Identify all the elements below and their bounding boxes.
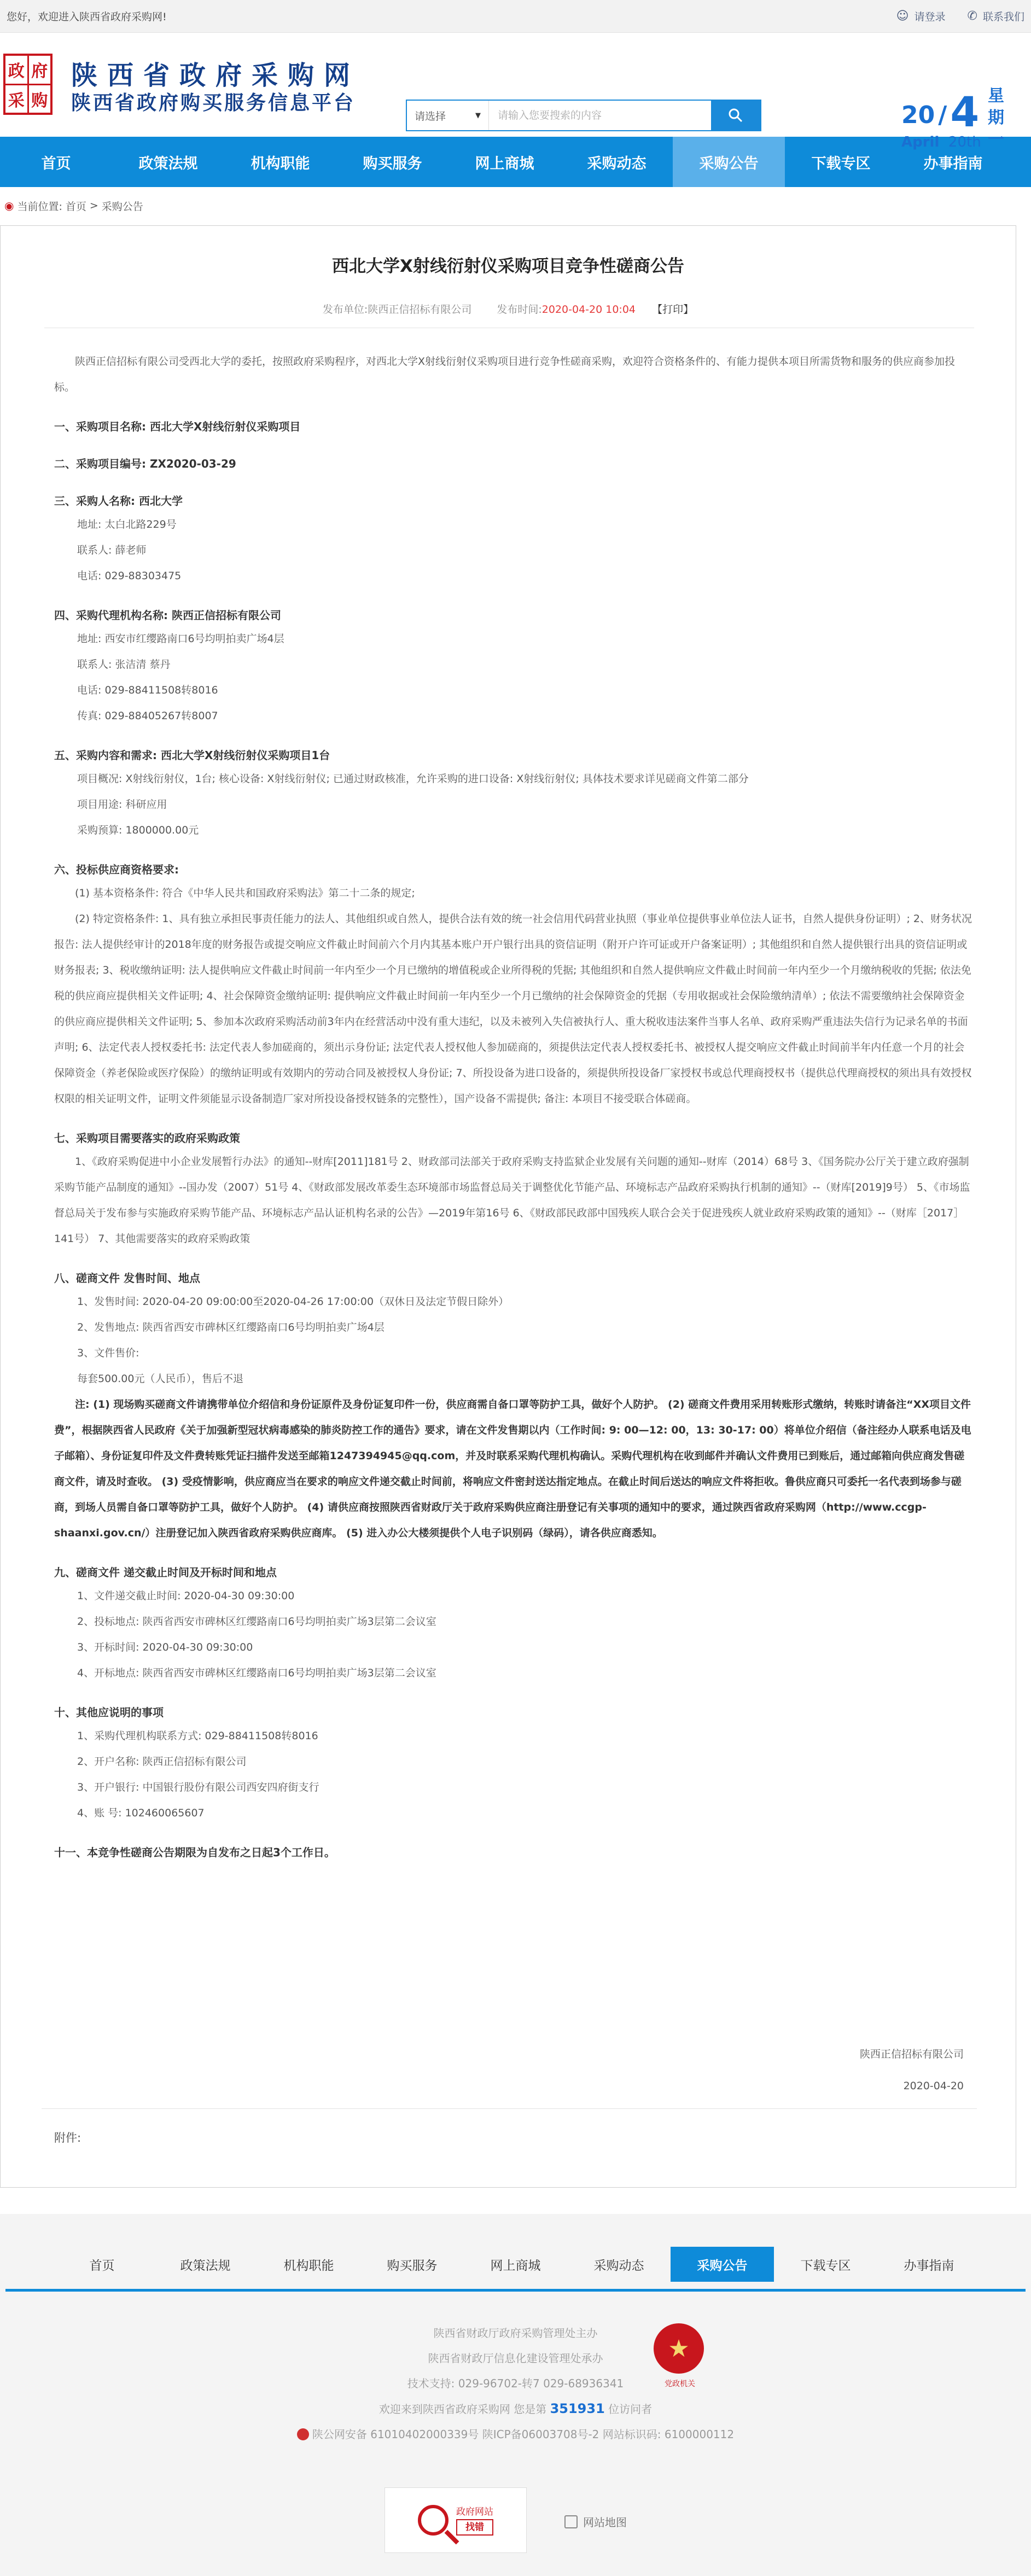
site-logo[interactable]: 政 府 采 购 (3, 54, 53, 115)
section-heading: 八、磋商文件 发售时间、地点 (54, 1272, 200, 1285)
site-title: 陕西省政府采购网 陕西省政府购买服务信息平台 (71, 60, 360, 114)
footer-divider (5, 2289, 1026, 2292)
nav-item[interactable]: 采购公告 (673, 137, 785, 187)
article-meta: 发布单位:陕西正信招标有限公司 发布时间:2020-04-20 10:04 【打印】 (322, 304, 694, 316)
search-bar (406, 100, 761, 131)
footer-nav (0, 2247, 1031, 2282)
search-button[interactable] (711, 101, 760, 130)
footer-nav-item[interactable]: 购买服务 (387, 2258, 438, 2273)
signature-date: 2020-04-20 (903, 2080, 964, 2092)
login-link[interactable]: ☺ 请登录 (896, 9, 946, 23)
article-title: 西北大学X射线衍射仪采购项目竞争性磋商公告 (332, 257, 684, 276)
visitor-counter: 欢迎来到陕西省政府采购网 您是第 351931 位访问者 (378, 2401, 653, 2416)
section-heading: 六、投标供应商资格要求: (54, 863, 179, 876)
divider (42, 2108, 977, 2109)
attachment-label: 附件: (54, 2131, 81, 2144)
sitemap-link[interactable]: 网站地图 (564, 2514, 627, 2530)
footer-nav-item[interactable]: 采购公告 (671, 2247, 774, 2282)
nav-item[interactable]: 机构职能 (251, 155, 310, 172)
search-type-select[interactable]: 请选择 ▼ (407, 101, 489, 130)
footer-nav-item[interactable]: 办事指南 (904, 2258, 954, 2273)
top-links (896, 9, 1024, 24)
date-display: 20 /4 April 20th (901, 88, 981, 150)
nav-item[interactable]: 下载专区 (811, 155, 871, 172)
footer-nav-item[interactable]: 政策法规 (180, 2258, 231, 2273)
footer-nav-item[interactable]: 网上商城 (490, 2258, 541, 2273)
section-heading: 一、采购项目名称: 西北大学X射线衍射仪采购项目 (54, 420, 301, 433)
breadcrumb: ◉ 当前位置: 首页 > 采购公告 (4, 199, 143, 213)
site-header (0, 33, 1031, 150)
article-body: 陕西正信招标有限公司受西北大学的委托，按照政府采购程序，对西北大学X射线衍射仪采购项目进行竞争性磋商采购，欢迎符合资格条件的、有能力提供本项目所需货物和服务的供应商参加投标。 一、采购项目名称: 西北大学X射线衍射仪采购项目 二、采购项目编号: ZX2020-03-29 三、采购人名称: 西北大学 地址: 太白北路229号 联系人: 薛老师 电话: 029-88303475 四、采购代理机构名称: 陕西正信招标有限公司 地址: 西安市红缨路南口6号均明拍卖广场4层 联系人: 张洁清 蔡丹 电话: 029-88411508转8016 传真: 029-88405267转8007 五、采购内容和需求: 西北大学X射线衍射仪采购项目1台 项目概况: X射线衍射仪，1台; 核心设备: X射线衍射仪; 已通过财政核准，允许采购的进口设备: X射线衍射仪; 具体技术要求详见磋商文件第二部分 项目用途: 科研应用 采购预算: 1800000.00元 六、投标供应商资格要求: (1) 基本资格条件: 符合《中华人民共和国政府采购法》第二十二条的规定; (2) 特定资格条件: 1、具有独立承担民事责任能力的法人、其他组织或自然人，提供合法有效的统一社会信用代码营业执照（事业单位提供事业单位法人证书，自然人提供身份证明）; 2、财务状况报告: 法人提供经审计的2018年度的财务报告或提交响应文件截止时间前六个月内其基本账户开户银行出具的资信证明（附开户许可证或开户备案证明）; 其他组织和自然人提供银行出具的资信证明或财务报表; 3、税收缴纳证明: 法人提供响应文件截止时间前一年内至少一个月已缴纳的增值税或企业所得税的凭据; 其他组织和自然人提供响应文件截止时间前一年内至少一个月缴纳税收的凭据; 依法免税的供应商应提供相关文件证明; 4、社会保障资金缴纳证明: 提供响应文件截止时间前一年内至少一个月已缴纳的社会保障资金的凭据（专用收据或社会保险缴纳清单）; 依法不需要缴纳社会保障资金的供应商应提供相关文件证明; 5、参加本次政府采购活动前3年内在经营活动中没有重大违纪，以及未被列入失信被执行人、重大税收违法案件当事人名单、政府采购严重违法失信行为记录名单的书面声明; 6、法定代表人授权委托书: 法定代表人参加磋商的，须出示身份证; 法定代表人授权他人参加磋商的，须提供法定代表人授权委托书、被授权人提交响应文件截止时间前半年内任意一个月的社会保障资金（养老保险或医疗保险）的缴纳证明或有效期内的劳动合同及被授权人身份证; 7、所投设备为进口设备的，须提供所投设备厂家授权书或总代理商授权书（提供总代理商授权的须出具有效授权权限的相关证明文件，证明文件须能显示设备制造厂家对所投设备授权链条的完整性），国产设备不需提供; 备注: 本项目不接受联合体磋商。 七、采购项目需要落实的政府采购政策 1、《政府采购促进中小企业发展暂行办法》的通知--财库[2011]181号 2、财政部司法部关于政府采购支持监狱企业发展有关问题的通知--财库（2014）68号 3、《国务院办公厅关于建立政府强制采购节能产品制度的通知》--国办发（2007）51号 4、《财政部发展改革委生态环境部市场监督总局关于调整优化节能产品、环境标志产品政府采购执行机制的通知》--（财库[2019]9号） 5、《市场监督总局关于发布参与实施政府采购节能产品、环境标志产品认证机构名录的公告》—2019年第16号 6、《财政部民政部中国残疾人联合会关于促进残疾人就业政府采购政策的通知》--（财库［2017］141号） 7、其他需要落实的政府采购政策 八、磋商文件 发售时间、地点 1、发售时间: 2020-04-20 09:00:00至2020-04-26 17:00:00（双休日及法定节假日除外） 2、发售地点: 陕西省西安市碑林区红缨路南口6号均明拍卖广场4层 3、文件售价: 每套500.00元（人民币），售后不退 注: (1) 现场购买磋商文件请携带单位介绍信和身份证原件及身份证复印件一份，供应商需自备口罩等防护工具，做好个人防护。 (2) 磋商文件费用采用转账形式缴纳，转账时请备注“XX项目文件费”，根据陕西省人民政府《关于加强新型冠状病毒感染的肺炎防控工作的通告》要求，请在文件发售期以内（工作时间: 9: 00—12: 00，13: 30-17: 00）将单位介绍信（备注经办人联系电话及电子邮箱）、身份证复印件及文件费转账凭证扫描件发送至邮箱1247394945@qq.com，并及时联系采购代理机构确认。采购代理机构在收到邮件并确认文件费用已到账后，通过邮箱向供应商发售磋商文件，请及时查收。 (3) 受疫情影响，供应商应当在要求的响应文件递交截止时间前，将响应文件密封送达指定地点。在截止时间后送达的响应文件将拒收。鲁供应商只可委托一名代表到场参与磋商，到场人员需自备口罩等防护工具，做好个人防护。 (4) 请供应商按照陕西省财政厅关于政府采购供应商注册登记有关事项的通知中的要求，通过陕西省政府采购网（http://www.ccgp-shaanxi.gov.cn/）注册登记加入陕西省政府采购供应商库。 (5) 进入办公大楼须提供个人电子识别码（绿码），请各供应商悉知。 九、磋商文件 递交截止时间及开标时间和地点 1、文件递交截止时间: 2020-04-30 09:30:00 2、投标地点: 陕西省西安市碑林区红缨路南口6号均明拍卖广场3层第二会议室 3、开标时间: 2020-04-30 09:30:00 4、开标地点: 陕西省西安市碑林区红缨路南口6号均明拍卖广场3层第二会议室 十、其他应说明的事项 1、采购代理机构联系方式: 029-88411508转8016 2、开户名称: 陕西正信招标有限公司 3、开户银行: 中国银行股份有限公司西安四府街支行 4、账 号: 102460065607 十一、本竞争性磋商公告期限为自发布之日起3个工作日。 (54, 349, 973, 1863)
party-gov-badge-icon[interactable]: ★ (654, 2323, 704, 2374)
record-numbers: 陕公网安备 61010402000339号 陕ICP备06003708号-2 网站标识码: 6100000112 (0, 2422, 1031, 2447)
nav-item[interactable]: 办事指南 (923, 155, 983, 172)
section-heading: 三、采购人名称: 西北大学 (54, 494, 183, 508)
tech-support: 技术支持: 029-96702-转7 029-68936341 (407, 2377, 624, 2390)
site-footer (0, 2214, 1031, 2576)
nav-item[interactable]: 首页 (41, 155, 71, 172)
footer-nav-item[interactable]: 机构职能 (283, 2258, 334, 2273)
breadcrumb-current[interactable]: 采购公告 (101, 200, 143, 213)
top-utility-bar (0, 0, 1031, 33)
chevron-down-icon: ▼ (475, 111, 481, 120)
section-heading: 九、磋商文件 递交截止时间及开标时间和地点 (54, 1566, 277, 1579)
contact-link[interactable]: ✆ 联系我们 (967, 9, 1024, 23)
breadcrumb-home[interactable]: 首页 (65, 200, 86, 213)
police-badge-icon (297, 2428, 309, 2440)
weekday-display: 星 期 一 (988, 86, 1004, 149)
footer-nav-item[interactable]: 采购动态 (593, 2258, 644, 2273)
organizer-link[interactable]: 陕西省财政厅信息化建设管理处承办 (428, 2352, 603, 2365)
user-icon: ☺ (896, 9, 909, 23)
footer-nav-item[interactable]: 首页 (89, 2258, 115, 2273)
welcome-text: 您好，欢迎进入陕西省政府采购网! (7, 11, 167, 23)
report-error-box[interactable]: 政府网站 找错 (385, 2487, 527, 2553)
print-button[interactable]: 【打印】 (652, 304, 694, 316)
nav-item[interactable]: 网上商城 (475, 155, 534, 172)
section-heading: 四、采购代理机构名称: 陕西正信招标有限公司 (54, 609, 281, 622)
intro-paragraph: 陕西正信招标有限公司受西北大学的委托，按照政府采购程序，对西北大学X射线衍射仪采购项目进行竞争性磋商采购，欢迎符合资格条件的、有能力提供本项目所需货物和服务的供应商参加投标。 (54, 355, 956, 393)
section-heading: 十一、本竞争性磋商公告期限为自发布之日起3个工作日。 (54, 1846, 335, 1859)
location-pin-icon: ◉ (4, 199, 14, 212)
search-icon (727, 107, 744, 124)
nav-item[interactable]: 政策法规 (138, 155, 198, 172)
search-input[interactable] (489, 101, 711, 130)
badge-caption: 党政机关 (665, 2380, 695, 2388)
section-heading: 七、采购项目需要落实的政府采购政策 (54, 1132, 240, 1145)
main-nav (0, 137, 1031, 187)
sitemap-icon (564, 2515, 578, 2528)
nav-item[interactable]: 采购动态 (587, 155, 646, 172)
magnifier-icon (418, 2505, 448, 2536)
nav-item[interactable]: 购买服务 (363, 155, 422, 172)
phone-icon: ✆ (967, 9, 977, 23)
signature-org: 陕西正信招标有限公司 (859, 2048, 964, 2060)
section-heading: 五、采购内容和需求: 西北大学X射线衍射仪采购项目1台 (54, 749, 330, 762)
article-frame (0, 225, 1016, 2188)
footer-nav-item[interactable]: 下载专区 (800, 2258, 851, 2273)
sponsor-link[interactable]: 陕西省财政厅政府采购管理处主办 (433, 2327, 598, 2340)
footer-info (0, 2321, 1031, 2447)
section-heading: 十、其他应说明的事项 (54, 1706, 164, 1719)
section-heading: 二、采购项目编号: ZX2020-03-29 (54, 457, 236, 470)
